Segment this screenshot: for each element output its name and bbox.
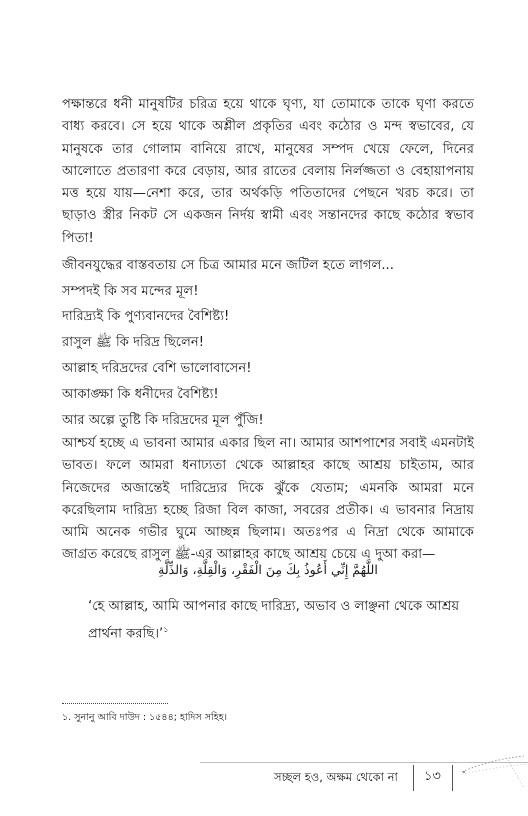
footer-separator: [413, 765, 414, 791]
line-reflection: জীবনযুদ্ধের বাস্তবতায় সে চিত্র আমার মনে জটিল হতে লাগল...: [62, 258, 394, 273]
line-question-ambition: আকাঙ্ক্ষা কি ধনীদের বৈশিষ্ট্য!: [62, 387, 219, 402]
footer-book-title: সচ্ছল হও, অক্ষম থেকো না: [274, 770, 398, 784]
line-question-prophet: রাসুল ﷺ কি দরিদ্র ছিলেন!: [62, 335, 205, 350]
paragraph-rich-man-character: পক্ষান্তরে ধনী মানুষটির চরিত্র হয়ে থাকে ঘৃণ্য, যা তোমাকে তাকে ঘৃণা করতে বাধ্য করবে। সে হয়ে থাকে অশ্লীল প্রকৃতির এবং কঠোর ও মন্দ স্বভাবের, যে মানুষকে তার গোলাম বানিয়ে রাখে, মানুষের সম্পদ খেয়ে ফেলে, দিনের আলোতে প্রতারণা করে বেড়ায়, আর রাতের বেলায় নির্লজ্জতা ও বেহায়াপনায় মত্ত হয়ে যায়—নেশা করে, তার অর্থকড়ি পতিতাদের পেছনে খরচ করে। তা ছাড়াও স্ত্রীর নিকট সে একজন নির্দয় স্বামী এবং সন্তানদের কাছে কঠোর স্বভাব পিতা!: [62, 97, 474, 246]
footer-ornament-icon: [458, 752, 528, 792]
dua-translation: [88, 596, 472, 645]
line-allah-loves-poor: আল্লাহ দরিদ্রদের বেশি ভালোবাসেন!: [62, 361, 252, 376]
paragraph-common-belief: আশ্চর্য হচ্ছে এ ভাবনা আমার একার ছিল না। আমার আশপাশের সবাই এমনটাই ভাবত। ফলে আমরা ধনাঢ্যতা থেকে আল্লাহর কাছে আশ্রয় চাইতাম, আর নিজেদের অজান্তেই দারিদ্র্যের দিকে ঝুঁকে যেতাম; এমনকি আমরা মনে করেছিলাম দারিদ্র্য হচ্ছে রিজা বিল কাজা, সবরের প্রতীক। এ ভাবনার নিদ্রায় আমি অনেক গভীর ঘুমে আচ্ছন্ন ছিলাম। অতঃপর এ নিদ্রা থেকে আমাকে জাগ্রত করেছে রাসুল ﷺ-এর আল্লাহর কাছে আশ্রয় চেয়ে এ দুআ করা—: [62, 436, 474, 563]
page-number: ১৩: [424, 769, 441, 784]
line-question-poverty: দারিদ্র্যই কি পুণ্যবানদের বৈশিষ্ট্য!: [62, 309, 230, 324]
arabic-dua: اللَّهُمَّ إِنِّي أَعُوذُ بِكَ مِنَ الْفَقْرِ، وَالْقِلَّةِ، وَالذِّلَّةِ: [158, 562, 378, 577]
page-footer: [0, 752, 528, 812]
footnote-divider: [62, 703, 168, 704]
footnote-marker: ১: [163, 624, 169, 634]
footer-separator-right: [452, 765, 453, 791]
line-question-contentment: আর অল্পে তুষ্টি কি দরিদ্রদের মূল পুঁজি!: [62, 413, 264, 428]
line-question-wealth: সম্পদই কি সব মন্দের মূল!: [62, 284, 199, 299]
dua-translation-text: ‘হে আল্লাহ, আমি আপনার কাছে দারিদ্র্য, অভাব ও লাঞ্ছনা থেকে আশ্রয় প্রার্থনা করছি।’: [88, 599, 460, 641]
footnote: ১. সুনানু আবি দাউদ : ১৫৪৪; হাদিস সহিহ।: [62, 712, 228, 723]
